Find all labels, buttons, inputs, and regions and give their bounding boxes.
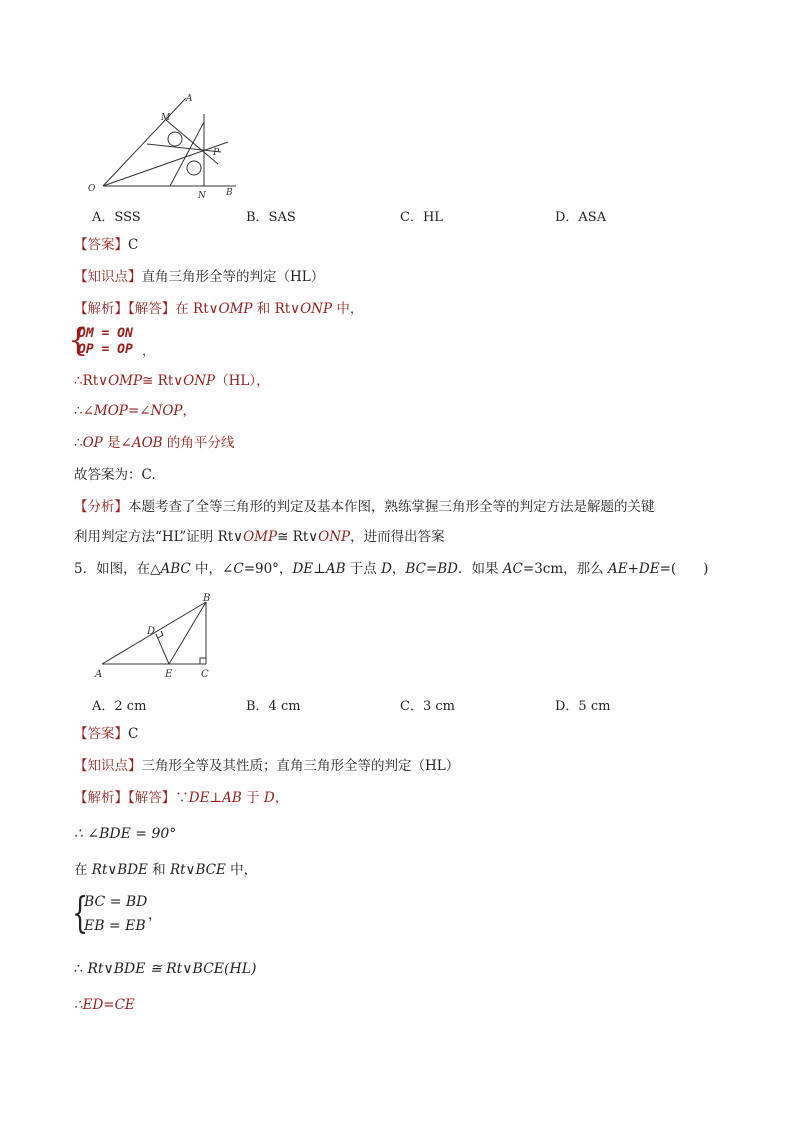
q4-option-a: A．SSS xyxy=(92,210,141,225)
q4-figure xyxy=(86,92,246,200)
label-b: B xyxy=(203,593,211,604)
q4-comment-line2: 利用判定方法“HL”证明 Rt∨OMP≅ Rt∨ONP，进而得出答案 xyxy=(74,529,445,545)
q4-conclusion: 故答案为：C. xyxy=(74,467,156,483)
label-c: C xyxy=(201,669,209,680)
answer-value: C xyxy=(128,237,139,253)
q5-step1: ∴ ∠BDE = 90° xyxy=(74,826,177,842)
q4-step3: ∴OP 是∠AOB 的角平分线 xyxy=(74,435,235,451)
label-p: P xyxy=(213,148,220,158)
label-e: E xyxy=(165,669,173,680)
q5-figure xyxy=(92,590,222,682)
q5-knowledge-point: 【知识点】三角形全等及其性质；直角三角形全等的判定（HL） xyxy=(74,758,460,774)
q4-option-c: C．HL xyxy=(400,210,443,225)
q5-option-b: B．4 cm xyxy=(246,699,301,714)
segment-be xyxy=(169,602,206,664)
label-n: N xyxy=(198,191,206,200)
arc-circle-upper xyxy=(168,132,182,146)
q5-option-c: C．3 cm xyxy=(400,699,455,714)
q4-step1: ∴Rt∨OMP≅ Rt∨ONP（HL）， xyxy=(74,373,270,389)
q5-step4: ∴ED=CE xyxy=(74,997,135,1013)
q4-analysis-intro: 【解析】【解答】在 Rt∨OMP 和 Rt∨ONP 中， xyxy=(74,301,364,317)
label-a: A xyxy=(186,94,193,104)
q5-option-a: A．2 cm xyxy=(92,699,147,714)
label-b: B xyxy=(226,188,233,198)
q5-option-d: D．5 cm xyxy=(555,699,611,714)
arc-circle-lower xyxy=(187,161,201,175)
q5-answer: 【答案】C xyxy=(74,726,139,742)
label-o: O xyxy=(88,184,96,194)
q4-comment-line1: 【分析】本题考查了全等三角形的判定及基本作图，熟练掌握三角形全等的判定方法是解题的关键 xyxy=(74,499,655,515)
segment-de xyxy=(156,634,169,664)
label-a: A xyxy=(95,669,103,680)
ray-op xyxy=(103,142,228,186)
label-d: D xyxy=(147,626,156,637)
q5-step2: 在 Rt∨BDE 和 Rt∨BCE 中， xyxy=(74,862,258,878)
right-angle-d xyxy=(158,631,163,638)
line-mp xyxy=(166,120,218,164)
q5-stem: 5．如图，在△ABC 中，∠C=90°，DE⊥AB 于点 D，BC=BD．如果 AC=3cm，那么 AE+DE=( ) xyxy=(74,561,709,577)
q4-step2: ∴∠MOP=∠NOP， xyxy=(74,403,196,419)
answer-tag: 【答案】 xyxy=(74,237,128,253)
q5-analysis-intro: 【解析】【解答】∵DE⊥AB 于 D， xyxy=(74,790,289,806)
q4-option-d: D．ASA xyxy=(555,210,607,225)
right-angle-c xyxy=(200,658,206,664)
q4-knowledge-point: 【知识点】直角三角形全等的判定（HL） xyxy=(74,269,325,285)
q4-option-b: B．SAS xyxy=(246,210,296,225)
ray-oa xyxy=(103,98,186,186)
label-m: M xyxy=(161,113,171,123)
q5-step3: ∴ Rt∨BDE ≅ Rt∨BCE(HL) xyxy=(74,961,257,977)
q4-answer xyxy=(74,236,138,254)
